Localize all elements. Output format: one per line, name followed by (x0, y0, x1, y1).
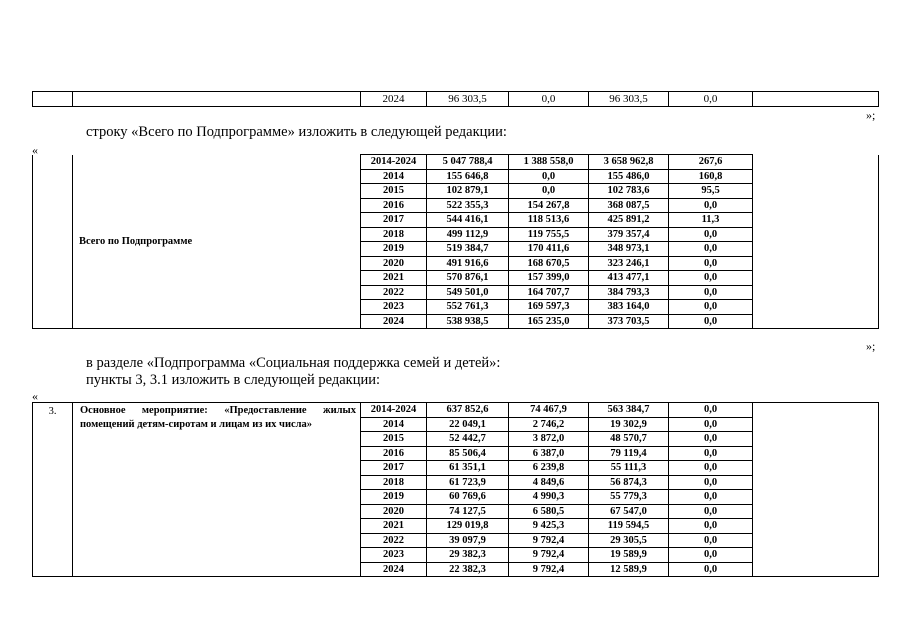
total-cell: 155 646,8 (427, 169, 509, 184)
federal-cell: 0,0 (509, 184, 589, 199)
total-cell: 102 879,1 (427, 184, 509, 199)
federal-cell: 0,0 (509, 169, 589, 184)
federal-cell: 118 513,6 (509, 213, 589, 228)
year-cell: 2014 (361, 417, 427, 432)
regional-cell: 425 891,2 (589, 213, 669, 228)
total-cell: 5 047 788,4 (427, 155, 509, 170)
federal-cell: 119 755,5 (509, 227, 589, 242)
top-cell-federal: 0,0 (509, 92, 589, 107)
regional-cell: 19 302,9 (589, 417, 669, 432)
extra-cell (753, 403, 879, 577)
year-cell: 2023 (361, 300, 427, 315)
other-cell: 0,0 (669, 475, 753, 490)
top-cell-other: 0,0 (669, 92, 753, 107)
federal-cell: 165 235,0 (509, 314, 589, 329)
federal-cell: 170 411,6 (509, 242, 589, 257)
top-cell-extra (753, 92, 879, 107)
regional-cell: 155 486,0 (589, 169, 669, 184)
federal-cell: 9 792,4 (509, 562, 589, 577)
federal-cell: 154 267,8 (509, 198, 589, 213)
other-cell: 160,8 (669, 169, 753, 184)
other-cell: 0,0 (669, 504, 753, 519)
other-cell: 0,0 (669, 227, 753, 242)
year-cell: 2015 (361, 184, 427, 199)
total-cell: 60 769,6 (427, 490, 509, 505)
instruction-text-3: пункты 3, 3.1 изложить в следующей редакции: (86, 372, 381, 388)
extra-cell (753, 155, 879, 329)
other-cell: 0,0 (669, 271, 753, 286)
year-cell: 2016 (361, 446, 427, 461)
total-cell: 570 876,1 (427, 271, 509, 286)
open-quote-1: « (32, 143, 38, 157)
table-row (33, 155, 879, 170)
total-cell: 61 723,9 (427, 475, 509, 490)
table-row (33, 403, 879, 418)
total-cell: 85 506,4 (427, 446, 509, 461)
item-3-table (32, 402, 879, 577)
year-cell: 2022 (361, 285, 427, 300)
other-cell: 0,0 (669, 403, 753, 418)
federal-cell: 169 597,3 (509, 300, 589, 315)
federal-cell: 6 580,5 (509, 504, 589, 519)
total-cell: 552 761,3 (427, 300, 509, 315)
year-cell: 2024 (361, 314, 427, 329)
subprogram-total-table (32, 154, 879, 329)
federal-cell: 157 399,0 (509, 271, 589, 286)
regional-cell: 56 874,3 (589, 475, 669, 490)
total-cell: 129 019,8 (427, 519, 509, 534)
regional-cell: 383 164,0 (589, 300, 669, 315)
regional-cell: 119 594,5 (589, 519, 669, 534)
top-table (32, 91, 879, 107)
regional-cell: 55 111,3 (589, 461, 669, 476)
total-cell: 22 382,3 (427, 562, 509, 577)
year-cell: 2022 (361, 533, 427, 548)
other-cell: 0,0 (669, 198, 753, 213)
total-cell: 29 382,3 (427, 548, 509, 563)
other-cell: 0,0 (669, 562, 753, 577)
year-cell: 2023 (361, 548, 427, 563)
open-quote-2: « (32, 389, 38, 403)
regional-cell: 563 384,7 (589, 403, 669, 418)
federal-cell: 168 670,5 (509, 256, 589, 271)
year-cell: 2014-2024 (361, 155, 427, 170)
federal-cell: 9 425,3 (509, 519, 589, 534)
instruction-text-2: в разделе «Подпрограмма «Социальная поддержка семей и детей»: (86, 355, 501, 371)
year-cell: 2024 (361, 562, 427, 577)
year-cell: 2018 (361, 475, 427, 490)
other-cell: 0,0 (669, 256, 753, 271)
total-cell: 22 049,1 (427, 417, 509, 432)
total-cell: 544 416,1 (427, 213, 509, 228)
other-cell: 0,0 (669, 548, 753, 563)
total-cell: 519 384,7 (427, 242, 509, 257)
regional-cell: 12 589,9 (589, 562, 669, 577)
year-cell: 2021 (361, 271, 427, 286)
year-cell: 2016 (361, 198, 427, 213)
regional-cell: 413 477,1 (589, 271, 669, 286)
other-cell: 0,0 (669, 314, 753, 329)
regional-cell: 379 357,4 (589, 227, 669, 242)
year-cell: 2018 (361, 227, 427, 242)
total-cell: 637 852,6 (427, 403, 509, 418)
regional-cell: 368 087,5 (589, 198, 669, 213)
instruction-text-1: строку «Всего по Подпрограмме» изложить в следующей редакции: (86, 124, 507, 140)
year-cell: 2015 (361, 432, 427, 447)
federal-cell: 74 467,9 (509, 403, 589, 418)
federal-cell: 6 387,0 (509, 446, 589, 461)
total-cell: 74 127,5 (427, 504, 509, 519)
federal-cell: 3 872,0 (509, 432, 589, 447)
other-cell: 0,0 (669, 242, 753, 257)
federal-cell: 9 792,4 (509, 548, 589, 563)
top-cell-num (33, 92, 73, 107)
num-cell (33, 155, 73, 329)
total-cell: 549 501,0 (427, 285, 509, 300)
top-cell-regional: 96 303,5 (589, 92, 669, 107)
regional-cell: 323 246,1 (589, 256, 669, 271)
federal-cell: 6 239,8 (509, 461, 589, 476)
federal-cell: 164 707,7 (509, 285, 589, 300)
other-cell: 0,0 (669, 285, 753, 300)
subprogram-total-label: Всего по Подпрограмме (73, 155, 361, 329)
regional-cell: 3 658 962,8 (589, 155, 669, 170)
regional-cell: 55 779,3 (589, 490, 669, 505)
top-row (33, 92, 879, 107)
year-cell: 2020 (361, 504, 427, 519)
close-quote-2: »; (866, 339, 876, 353)
year-cell: 2021 (361, 519, 427, 534)
regional-cell: 373 703,5 (589, 314, 669, 329)
year-cell: 2019 (361, 242, 427, 257)
federal-cell: 1 388 558,0 (509, 155, 589, 170)
other-cell: 11,3 (669, 213, 753, 228)
other-cell: 0,0 (669, 533, 753, 548)
top-cell-total: 96 303,5 (427, 92, 509, 107)
other-cell: 0,0 (669, 300, 753, 315)
regional-cell: 348 973,1 (589, 242, 669, 257)
regional-cell: 29 305,5 (589, 533, 669, 548)
close-quote-1: »; (866, 108, 876, 122)
total-cell: 52 442,7 (427, 432, 509, 447)
year-cell: 2019 (361, 490, 427, 505)
other-cell: 0,0 (669, 490, 753, 505)
regional-cell: 102 783,6 (589, 184, 669, 199)
other-cell: 0,0 (669, 461, 753, 476)
total-cell: 61 351,1 (427, 461, 509, 476)
regional-cell: 79 119,4 (589, 446, 669, 461)
regional-cell: 67 547,0 (589, 504, 669, 519)
other-cell: 0,0 (669, 417, 753, 432)
regional-cell: 19 589,9 (589, 548, 669, 563)
top-cell-year: 2024 (361, 92, 427, 107)
other-cell: 0,0 (669, 446, 753, 461)
other-cell: 267,6 (669, 155, 753, 170)
regional-cell: 48 570,7 (589, 432, 669, 447)
regional-cell: 384 793,3 (589, 285, 669, 300)
federal-cell: 9 792,4 (509, 533, 589, 548)
federal-cell: 2 746,2 (509, 417, 589, 432)
year-cell: 2017 (361, 461, 427, 476)
other-cell: 0,0 (669, 519, 753, 534)
year-cell: 2014 (361, 169, 427, 184)
year-cell: 2020 (361, 256, 427, 271)
top-cell-desc (73, 92, 361, 107)
year-cell: 2017 (361, 213, 427, 228)
total-cell: 538 938,5 (427, 314, 509, 329)
other-cell: 95,5 (669, 184, 753, 199)
federal-cell: 4 849,6 (509, 475, 589, 490)
total-cell: 39 097,9 (427, 533, 509, 548)
item-number: 3. (33, 403, 73, 577)
total-cell: 522 355,3 (427, 198, 509, 213)
item-description: Основное мероприятие: «Предоставление жилых помещений детям-сиротам и лицам из их числа» (73, 403, 361, 577)
total-cell: 499 112,9 (427, 227, 509, 242)
other-cell: 0,0 (669, 432, 753, 447)
federal-cell: 4 990,3 (509, 490, 589, 505)
year-cell: 2014-2024 (361, 403, 427, 418)
total-cell: 491 916,6 (427, 256, 509, 271)
